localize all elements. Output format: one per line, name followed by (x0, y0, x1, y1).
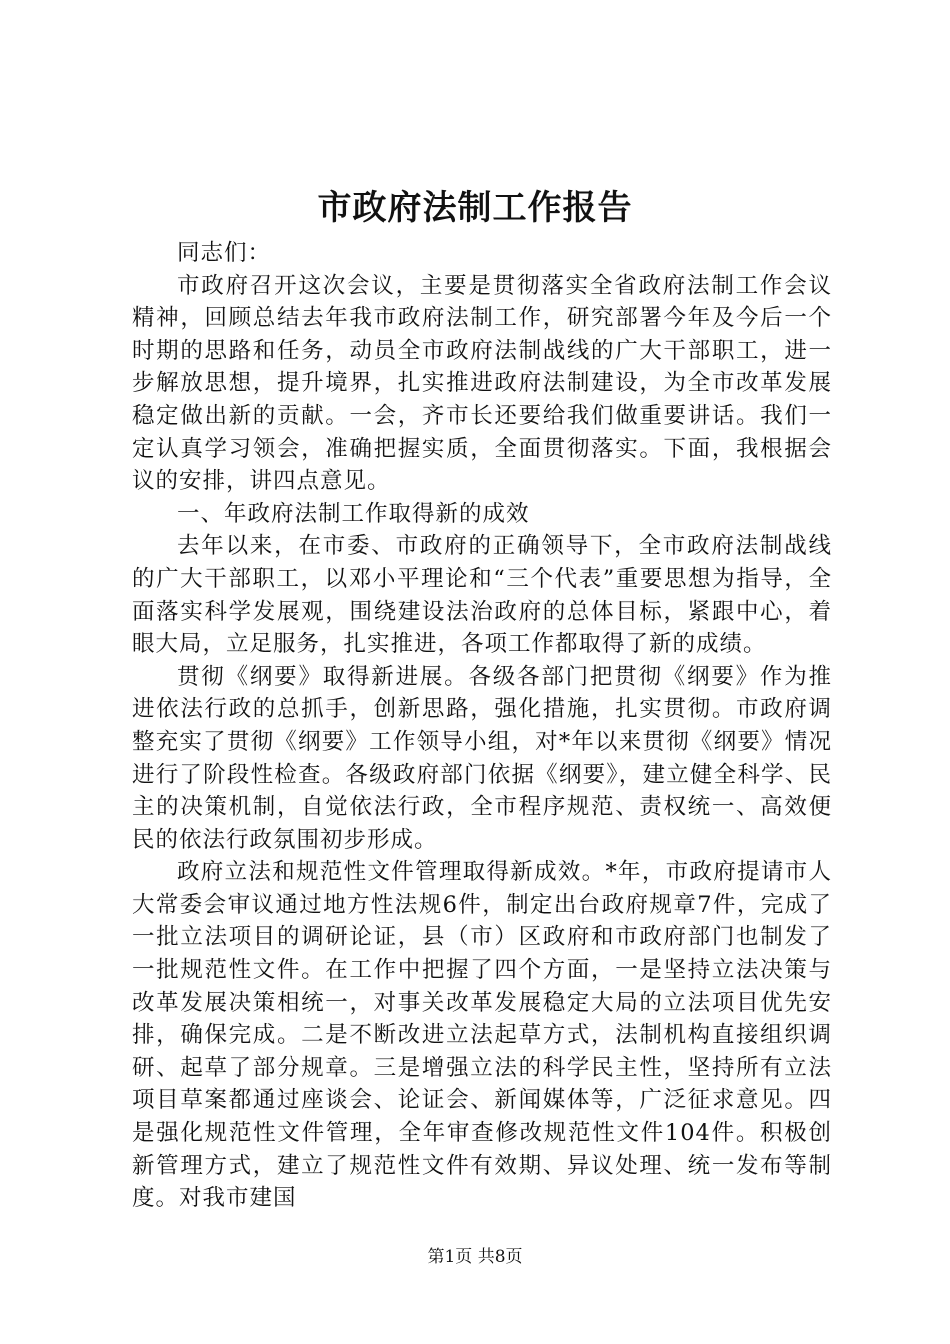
page-number-label: 第1页 共8页 (427, 1247, 523, 1267)
document-body (132, 237, 832, 1215)
page-footer (0, 1245, 950, 1269)
body-paragraph: 政府立法和规范性文件管理取得新成效。*年，市政府提请市人大常委会审议通过地方性法规6件，制定出台政府规章7件，完成了一批立法项目的调研论证，县（市）区政府和市政府部门也制发了一批规范性文件。在工作中把握了四个方面，一是坚持立法决策与改革发展决策相统一，对事关改革发展稳定大局的立法项目优先安排，确保完成。二是不断改进立法起草方式，法制机构直接组织调研、起草了部分规章。三是增强立法的科学民主性，坚持所有立法项目草案都通过座谈会、论证会、新闻媒体等，广泛征求意见。四是强化规范性文件管理，全年审查修改规范性文件104件。积极创新管理方式，建立了规范性文件有效期、异议处理、统一发布等制度。对我市建国 (132, 859, 832, 1212)
document-title: 市政府法制工作报告 (317, 188, 633, 228)
intro-paragraph: 市政府召开这次会议，主要是贯彻落实全省政府法制工作会议精神，回顾总结去年我市政府法制工作，研究部署今年及今后一个时期的思路和任务，动员全市政府法制战线的广大干部职工，进一步解放思想，提升境界，扎实推进政府法制建设，为全市改革发展稳定做出新的贡献。一会，齐市长还要给我们做重要讲话。我们一定认真学习领会，准确把握实质，全面贯彻落实。下面，我根据会议的安排，讲四点意见。 (132, 272, 832, 495)
section-heading: 一、年政府法制工作取得新的成效 (177, 500, 530, 527)
body-paragraph: 去年以来，在市委、市政府的正确领导下，全市政府法制战线的广大干部职工，以邓小平理论和“三个代表”重要思想为指导，全面落实科学发展观，围绕建设法治政府的总体目标，紧跟中心，着眼大局，立足服务，扎实推进，各项工作都取得了新的成绩。 (132, 533, 832, 658)
salutation-paragraph: 同志们： (177, 240, 272, 266)
body-paragraph: 贯彻《纲要》取得新进展。各级各部门把贯彻《纲要》作为推进依法行政的总抓手，创新思路，强化措施，扎实贯彻。市政府调整充实了贯彻《纲要》工作领导小组，对*年以来贯彻《纲要》情况进行了阶段性检查。各级政府部门依据《纲要》，建立健全科学、民主的决策机制，自觉依法行政，全市程序规范、责权统一、高效便民的依法行政氛围初步形成。 (132, 663, 832, 853)
